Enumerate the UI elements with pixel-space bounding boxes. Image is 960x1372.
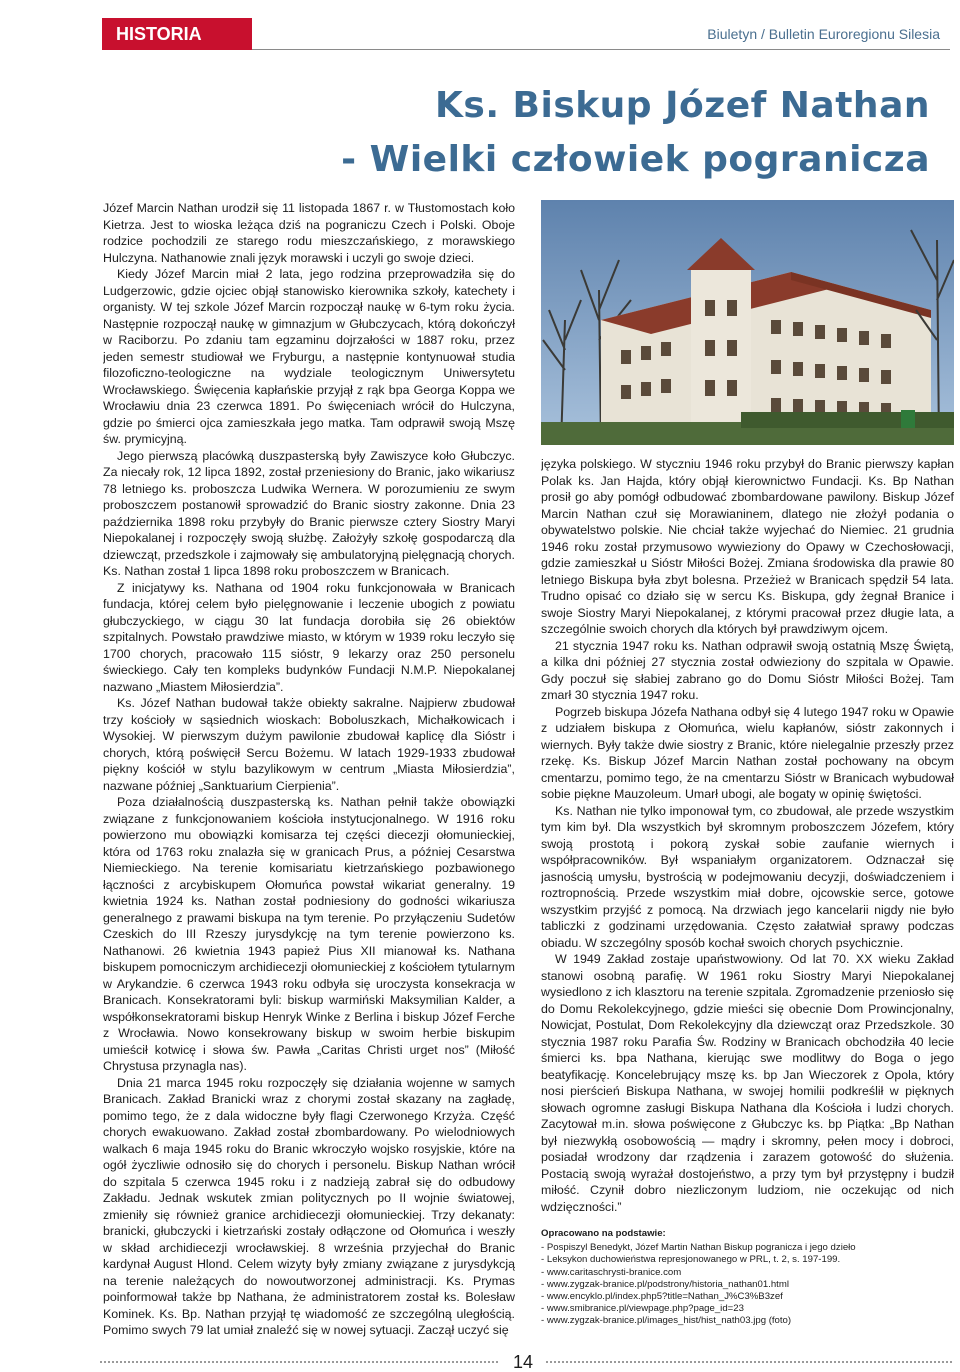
source-item: - Pospiszyl Benedykt, Józef Martin Nathan Biskup pogranicza i jego dzieło bbox=[541, 1242, 856, 1254]
paragraph: Z inicjatywy ks. Nathana od 1904 roku funkcjonowała w Branicach fundacja, której celem było pielęgnowanie i leczenie ubogich z powiatu głubczyckiego, w ciągu 30 lat fundacja dorobiła się 26 obiektów szpitalnych. Powstało prawdziwe miasto, w którym w 1939 roku leczyło się 1700 chorych, pracowało 115 sióstr, 9 lekarzy oraz 250 personelu świeckiego. Cały ten kompleks budynków Fundacji N.M.P. Niepokalanej nazwano „Miastem Miłosierdzia”. bbox=[103, 580, 515, 694]
paragraph: Ks. Nathan nie tylko imponował tym, co zbudował, ale przede wszystkim tym kim był. Dla wszystkich był skromnym proboszczem Józefem, który swoją prostotą i pokorą zyskał sobie zaufanie wiernych i współpracowników. Był wspaniałym organizatorem. Odznaczał się jasnością umysłu, bystrością w podejmowaniu decyzji, doświadczeniem i roztropnością. Przede wszystkim miał dobre, ojcowskie serce, gotowe wszystkim przyjść z pomocą. Na drzwiach jego kancelarii nigdy nie było tabliczki z godzinami urzędowania. Często załatwiał sprawy podczas obiadu. W szczególny sposób kochał swoich chorych psychicznie. bbox=[541, 803, 954, 950]
paragraph: Jego pierwszą placówką duszpasterską były Zawiszyce koło Głubczyc. Za niecały rok, 12 lipca 1892, został przeniesiony do Branic, jako wikariusz 78 letniego ks. proboszcza Ludwika Wernera. W porozumieniu ze swym proboszczem postanowił sprowadzić do Branic siostry zakonne. Dnia 23 października 1898 roku przybyły do Branic pierwsze cztery Siostry Maryi Niepokalanej i rozpoczęły swoją służbę. Założyły szkołę gospodarczą dla dziewcząt, przedszkole i zajmowały się ambulatoryjną pielęgnacją chorych. Ks. Nathan został 1 lipca 1898 roku proboszczem w Branicach. bbox=[103, 448, 515, 578]
source-item: - www.zygzak-branice.pl/podstrony/historia_nathan01.html bbox=[541, 1278, 789, 1290]
paragraph: Dnia 21 marca 1945 roku rozpoczęły się działania wojenne w samych Branicach. Zakład Branicki wraz z chorymi został skazany na zagładę, pomimo tego, że z dala widoczne były flagi Czerwonego Krzyża. Część chorych ewakuowano. Zakład został zbombardowany. Po wielodniowych walkach 6 maja 1945 roku do Branic wkroczyło wojsko rosyjskie, które na ogół życzliwie odnosiło się do chorych i personelu. Biskup Nathan wrócił do szpitala 5 czerwca 1945 roku i z nadzieją zabrał się do odbudowy Zakładu. Jednak wskutek zmian politycznych po II wojnie światowej, zmieniły się również granice archidiecezji ołomunieckiej. Trzy dekanaty: branicki, głubczycki i kietrzański zostały odłączone od Ołomuńca i weszły w skład archidiecezji wrocławskiej. 8 września przyjechał do Branic kardynał August Hlond. Celem wizyty były zmiany związane z jurysdykcją na terenie należących do nowoutworzonej administracji. Ks. Prymas poinformował także bp Nathana, że administratorem został ks. Bolesław Kominek. Ks. Bp. Nathan przyjął tę wiadomość ze szczególną uległością. Pomimo swych 79 lat umiał znaleźć się w nowej sytuacji. Zaczął uczyć się bbox=[103, 1075, 515, 1337]
paragraph: Józef Marcin Nathan urodził się 11 listopada 1867 r. w Tłustomostach koło Kietrza. Jest to wioska leżąca dziś na pograniczu Czech i Polski. Oboje rodzice pochodzili ze starego rodu mieszczańskiego, z morawskiego Hulczyna. Nathanowie znali język morawski i uczyli go swoje dzieci. bbox=[103, 201, 515, 265]
page-header bbox=[0, 0, 960, 60]
paragraph: Ks. Józef Nathan budował także obiekty sakralne. Najpierw zbudował trzy kościoły w sąsiednich wioskach: Boboluszkach, Michałkowicach i Wysokiej. W pierwszym dużym pawilonie zbudował kaplicę dla Sióstr i chorych, którą poświęcił Sercu Bożemu. W latach 1929-1933 zbudował piękny kościół w stylu bazylikowym w centrum „Miasta Miłosierdzia”, nazwane później „Sanktuarium Cierpienia”. bbox=[103, 696, 515, 793]
source-item: - www.smibranice.pl/viewpage.php?page_id=23 bbox=[541, 1303, 744, 1315]
footer-divider-left bbox=[100, 1361, 498, 1363]
paragraph: Pogrzeb biskupa Józefa Nathana odbył się 4 lutego 1947 roku w Opawie z udziałem biskupa z Ołomuńca, wielu kapłanów, sióstr zakonnych i wiernych. Były także dwie siostry z Branic, które nielegalnie przeszły przez rzekę. Ks. Biskup Józef Marcin Nathan został pochowany na obcym cmentarzu, pomimo tego, że na cmentarzu Sióstr w Branicach wybudował sobie piękne Mauzoleum. Umarł ubogi, ale bogaty w opinię świętości. bbox=[541, 704, 954, 801]
source-item: - www.encyklo.pl/index.php5?title=Nathan_J%C3%B3zef bbox=[541, 1291, 783, 1303]
building-photo-illustration bbox=[541, 200, 954, 445]
sources-box bbox=[541, 1228, 954, 1328]
paragraph: 21 stycznia 1947 roku ks. Nathan odprawił swoją ostatnią Mszę Świętą, a kilka dni później 27 stycznia został odwieziony do szpitala w Opawie. Gdy poczuł się słabiej zabrano go do Domu Sióstr Miłości Bożej. Tam zmarł 30 stycznia 1947 roku. bbox=[541, 638, 954, 702]
paragraph: W 1949 Zakład zostaje upaństwowiony. Od lat 70. XX wieku Zakład stanowi osobną parafię. W 1961 roku Siostry Maryi Niepokalanej wysiedlono z ich klasztoru na terenie szpitala. Zgromadzenie przeniosło się do Domu Rekolekcyjnego, gdzie mieści się obecnie Dom Prowincjonalny, Nowicjat, Postulat, Dom Rekolekcyjny dla dziewcząt oraz Przedszkole. 30 stycznia 1987 roku Parafia Św. Rodziny w Branicach obchodziła 40 lecie śmierci ks. bpa Nathana, kierując swe modlitwy do Boga o jego beatyfikację. Koncelebrujący mszę ks. bp Jan Wieczorek z Opola, który nosi pierścień Biskupa Nathana, w swojej homilii podkreślił w pięknych słowach ogromne zasługi Biskupa Nathana dla Kościoła i ludzi chorych. Zacytował m.in. słowa poświęcone z Głubczyc ks. bp Piątka: „Bp Nathan był niezwykłą osobowością — mądry i skromny, pełen mocy i dobroci, posiadał wrodzony dar rządzenia i zarazem gotowość do służenia. Postacią swoją wyrażał dostojeństwo, a przy tym był przystępny i budził miłość. Czynił dobro niezliczonym ludziom, nie oczekując od nich wdzięczności.” bbox=[541, 952, 954, 1214]
section-label: HISTORIA bbox=[102, 18, 252, 50]
source-item: - www.zygzak-branice.pl/images_hist/hist_nath03.jpg (foto) bbox=[541, 1315, 792, 1327]
article-title-line-2: - Wielki człowiek pogranicza bbox=[341, 139, 930, 180]
page-number: 14 bbox=[512, 1352, 534, 1372]
sources-list bbox=[541, 1242, 954, 1327]
right-column bbox=[541, 456, 954, 1218]
paragraph: Poza działalnością duszpasterską ks. Nathan pełnił także obowiązki związane z funkcjonowaniem kościoła instytucjonalnego. W 1916 roku powierzono mu obowiązki komisarza tej części diecezji ołomunieckiej, która od 1763 roku znalazła się w granicach Prus, a później Cesarstwa Niemieckiego. Na terenie komisariatu kietrzańskiego pozbawionego łączności z arcybiskupem Ołomuńca powstał wikariat generalny. 19 kwietnia 1924 ks. Nathan został podniesiony do godności wikariusza generalnego z prawami biskupa na tym terenie. Po przyłączeniu Sudetów Czeskich do III Rzeszy jurysdykcję na tym terenie powierzono ks. Nathanowi. 26 kwietnia 1943 papież Pius XII mianował ks. Nathana biskupem pomocniczym archidiecezji ołomunieckiej z kościołem tytularnym w Arykandzie. 6 czerwca 1943 roku odbyła się uroczysta konsekracja w Branicach. Konsekratorami byli: biskup warmiński Maksymilian Kalder, a współkonsekratorami biskup Henryk Winke z Berlina i biskup Józef Ferche z Wrocławia. Nowo konsekrowany biskup w swoim herbie biskupim umieścił kotwicę i słowa św. Pawła „Caritas Christi urget nos” (Miłość Chrystusa przynagla nas). bbox=[103, 795, 515, 1073]
source-item: - Leksykon duchowieństwa represjonowanego w PRL, t. 2, s. 197-199. bbox=[541, 1254, 841, 1266]
left-column bbox=[103, 200, 515, 1340]
paragraph: Kiedy Józef Marcin miał 2 lata, jego rodzina przeprowadziła się do Ludgerzowic, gdzie ojciec objął stanowisko kierownika szkoły, katechety i organisty. W tej szkole Józef Marcin rozpoczął naukę w 6-tym roku życia. Następnie rozpoczął naukę w gimnazjum w Głubczycach, którą dokończył w Raciborzu. Po zdaniu tam egzaminu dojrzałości w 1887 roku, przez jeden semestr studiował we Fryburgu, a następnie kontynuował studia filozoficzno-teologiczne na wydziale teologicznym Uniwersytetu Wrocławskiego. Święcenia kapłańskie przyjął z rąk bpa Georga Koppa we Wrocławiu dnia 23 czerwca 1891. Po święceniach wrócił do Hulczyna, gdzie po śmierci ojca zamieszkała jego matka. Tam odprawił swoją Mszę św. prymicyjną. bbox=[103, 267, 515, 446]
footer-divider-right bbox=[546, 1361, 952, 1363]
sources-heading: Opracowano na podstawie: bbox=[541, 1228, 666, 1239]
header-rule bbox=[252, 49, 950, 50]
building-photo bbox=[541, 200, 954, 445]
article-title-line-1: Ks. Biskup Józef Nathan bbox=[435, 85, 930, 126]
source-item: - www.caritaschrysti-branice.com bbox=[541, 1266, 682, 1278]
paragraph: języka polskiego. W styczniu 1946 roku przybył do Branic pierwszy kapłan Polak ks. Jan Hajda, który objął kierownictwo Fundacji. Ks. Bp Nathan prosił go aby pomógł odbudować zbombardowane pawilony. Biskup Józef Marcin Nathan czuł się Morawianinem, dlatego nie złożył podania o obywatelstwo polskie. Nie chciał także wyjechać do Niemiec. 21 grudnia 1946 roku został przymusowo wywieziony do Opawy w Czechosłowacji, gdzie zamieszkał u Sióstr Miłości Bożej. Zmiana środowiska dla prawie 80 letniego Biskupa była zbyt bolesna. Przeżież w Branicach spędził 54 lata. Trudno opisać co działo się w sercu Ks. Biskupa, gdy żegnał Branice i swoje Siostry Maryi Niepokalanej, z którymi pracował przez długie lata, a szczególnie swoich chorych dla których był prawdziwym ojcem. bbox=[541, 457, 954, 636]
bulletin-title: Biuletyn / Bulletin Euroregionu Silesia bbox=[707, 26, 940, 42]
